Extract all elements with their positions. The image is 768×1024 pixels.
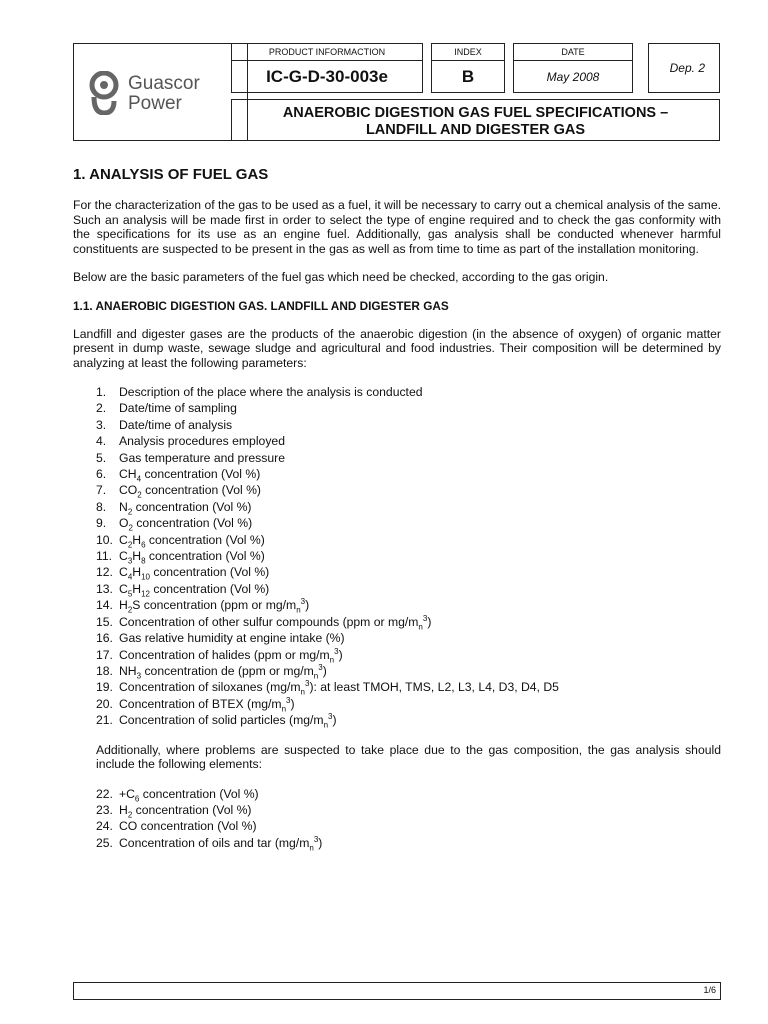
list-item-text: Concentration of siloxanes (mg/m: [119, 680, 301, 695]
list-item: [73, 597, 721, 613]
list-item-text: CH: [119, 467, 137, 482]
logo-box: [73, 43, 248, 141]
list-item-number: 24.: [96, 819, 113, 834]
list-item-text: 6: [134, 793, 140, 803]
list-item-number: 14.: [96, 598, 113, 613]
list-item-text: H: [132, 532, 142, 547]
list-item-number: 12.: [96, 565, 113, 580]
list-item-text: Date/time of analysis: [119, 417, 233, 432]
list-item-text: O: [119, 516, 129, 531]
list-item-text: concentration (Vol %): [149, 565, 270, 580]
list-item-text: C: [119, 532, 128, 547]
date-value: May 2008: [546, 70, 600, 84]
list-item-number: 11.: [96, 549, 113, 564]
company-logo: [88, 69, 233, 121]
list-item-text: 3: [422, 613, 428, 623]
document-title: [232, 105, 719, 139]
list-item: [73, 647, 721, 663]
list-item-number: 3.: [96, 417, 107, 432]
list-item-text: 5: [127, 589, 133, 599]
list-item-text: n: [281, 704, 287, 714]
list-item-text: concentration (Vol %): [149, 581, 270, 596]
list-item: [73, 482, 721, 498]
list-item-text: 3: [318, 662, 323, 672]
list-item: [73, 835, 721, 851]
list-item-text: 8: [141, 556, 146, 566]
section-heading: 1. ANALYSIS OF FUEL GAS: [73, 166, 269, 183]
list-item-number: 1.: [96, 385, 107, 399]
list-item-number: 2.: [96, 401, 107, 416]
list-item-text: Concentration of halides (ppm or mg/m: [119, 647, 330, 662]
list-item: [73, 548, 721, 564]
list-item-text: n: [329, 654, 335, 664]
list-item-number: 20.: [96, 696, 113, 711]
list-item: [73, 515, 721, 531]
paragraph: Landfill and digester gases are the products of the anaerobic digestion (in the absence of oxygen) of organic matter present in dump waste, sewage sludge and agricultural and food industries. Their composition will be determined by analyzing at least the following parameters:: [73, 326, 721, 370]
list-item-text: 2: [127, 540, 133, 550]
list-item-text: S concentration (ppm or mg/m: [132, 598, 297, 613]
list-item-text: n: [300, 687, 305, 697]
list-item-text: CO: [119, 483, 138, 498]
divider: [432, 60, 504, 61]
list-item-number: 21.: [96, 713, 113, 728]
department-value: Dep. 2: [669, 61, 705, 75]
list-item-number: 6.: [96, 467, 107, 482]
list-item: [73, 663, 721, 679]
product-info-label: PRODUCT INFORMACTION: [268, 47, 386, 57]
list-item-text: concentration (Vol %): [132, 802, 252, 817]
list-item-text: H: [119, 598, 128, 613]
list-item: [73, 802, 721, 818]
list-item-text: concentration (Vol %): [132, 499, 252, 514]
list-item: [73, 384, 721, 400]
list-item-text: 3: [305, 679, 310, 689]
list-item-text: ): [332, 713, 337, 728]
list-item-text: H: [132, 549, 142, 564]
list-item: [73, 564, 721, 580]
list-item-text: n: [296, 605, 301, 615]
product-code: IC-G-D-30-003e: [266, 67, 388, 86]
list-item-text: n: [313, 671, 319, 681]
list-item-number: 13.: [96, 581, 113, 596]
list-item: [73, 532, 721, 548]
list-item-text: C: [119, 565, 128, 580]
list-item-text: 12: [141, 589, 150, 599]
list-item-number: 5.: [96, 450, 107, 465]
list-item-text: 2: [127, 810, 133, 820]
paragraph: Below are the basic parameters of the fuel gas which need be checked, according to the gas origin.: [73, 270, 609, 284]
list-item-text: 3: [286, 695, 291, 705]
list-item-text: H: [132, 565, 142, 580]
list-item-text: Analysis procedures employed: [119, 434, 285, 449]
list-item-text: H: [132, 581, 142, 596]
list-item: [73, 417, 721, 433]
page-number: 1/6: [703, 985, 716, 995]
list-item-number: 16.: [96, 631, 113, 646]
list-item: [73, 499, 721, 515]
subsection-heading: 1.1. ANAEROBIC DIGESTION GAS. LANDFILL AND DIGESTER GAS: [73, 298, 449, 313]
list-item-text: 3: [127, 556, 133, 566]
divider: [232, 60, 422, 61]
document-body: [73, 160, 721, 851]
list-item-number: 8.: [96, 499, 107, 514]
department-cell: [648, 43, 720, 93]
list-item-text: Gas temperature and pressure: [119, 450, 285, 465]
list-item-text: concentration (Vol %): [132, 516, 253, 531]
list-item-text: 4: [127, 572, 133, 582]
list-item-text: C: [119, 549, 128, 564]
paragraph: For the characterization of the gas to be used as a fuel, it will be necessary to carry out a chemical analysis of the same. Such an analysis will be made first in order to select the type of engine required and to check the gas conformity with the specifications for its use as an engine fuel. Additionally, gas analysis shall be conducted whenever harmful constituents are suspected to be present in the gas as well as from time to time as part of the installation monitoring.: [73, 198, 721, 256]
list-item-text: n: [418, 622, 423, 632]
logo-mark-icon: [88, 71, 120, 115]
list-item-number: 17.: [96, 647, 113, 662]
list-item-text: 3: [300, 597, 306, 607]
document-title-line2: LANDFILL AND DIGESTER GAS: [365, 122, 586, 138]
list-item-text: H: [119, 802, 128, 817]
list-item-number: 18.: [96, 663, 113, 678]
list-item-number: 10.: [96, 532, 113, 547]
list-item: [73, 466, 721, 482]
list-item: [73, 433, 721, 449]
list-item-text: concentration de (ppm or mg/m: [141, 663, 314, 678]
list-item-number: 22.: [96, 786, 113, 801]
parameter-list: [73, 384, 721, 729]
list-item: [73, 712, 721, 728]
list-item-text: ): [338, 647, 343, 662]
list-item: [73, 400, 721, 416]
additional-parameter-list: [73, 786, 721, 852]
list-item-text: NH: [119, 663, 137, 678]
list-item-text: +C: [119, 786, 135, 801]
list-item-text: 2: [127, 507, 133, 517]
list-item-text: concentration (Vol %): [141, 483, 261, 498]
list-item-text: 6: [141, 540, 146, 550]
list-item-text: ): at least TMOH, TMS, L2, L3, L4, D3, D4, D5: [309, 680, 559, 695]
list-item-text: Description of the place where the analysis is conducted: [119, 385, 423, 399]
list-item-text: Concentration of solid particles (mg/m: [119, 713, 324, 728]
list-item-number: 19.: [96, 680, 113, 695]
list-item-text: 4: [136, 474, 142, 484]
document-title-box: [231, 99, 720, 141]
document-title-line1: ANAEROBIC DIGESTION GAS FUEL SPECIFICATIONS –: [282, 105, 669, 121]
list-item-text: 3: [136, 671, 142, 681]
list-item-text: 2: [128, 523, 133, 533]
logo-text-line2: Power: [128, 93, 182, 114]
list-item-text: ): [290, 696, 295, 711]
list-item-text: ): [427, 614, 432, 629]
date-label: DATE: [561, 47, 585, 57]
list-item: [73, 630, 721, 646]
list-item-text: concentration (Vol %): [139, 786, 259, 801]
list-item-number: 7.: [96, 483, 107, 498]
list-item-text: ): [305, 598, 310, 613]
list-item-number: 9.: [96, 516, 107, 531]
list-item-text: Gas relative humidity at engine intake (%): [119, 631, 345, 646]
list-item-text: 2: [137, 490, 142, 500]
list-item-text: ): [318, 835, 323, 850]
list-item: [73, 818, 721, 834]
logo-text-line1: Guascor: [128, 73, 200, 94]
list-item-text: 3: [334, 646, 339, 656]
index-label: INDEX: [454, 47, 482, 57]
list-item-text: concentration (Vol %): [145, 549, 265, 564]
list-item-text: N: [119, 499, 128, 514]
list-item-number: 25.: [96, 835, 113, 850]
list-item-text: n: [323, 720, 329, 730]
list-item-text: 3: [313, 834, 319, 844]
list-item-text: n: [309, 843, 314, 853]
list-item-text: Date/time of sampling: [119, 401, 237, 416]
date-cell: [513, 43, 633, 93]
list-item-number: 4.: [96, 434, 107, 449]
list-item-text: concentration (Vol %): [141, 467, 261, 482]
list-item: [73, 786, 721, 802]
list-item: [73, 450, 721, 466]
list-item-text: Concentration of other sulfur compounds (ppm or mg/m: [119, 614, 419, 629]
list-item-text: 2: [127, 605, 133, 615]
list-item-text: CO concentration (Vol %): [119, 819, 257, 834]
list-item-text: 3: [328, 712, 333, 722]
list-item-number: 15.: [96, 614, 113, 629]
list-item: [73, 614, 721, 630]
list-item: [73, 679, 721, 695]
list-item-text: concentration (Vol %): [145, 532, 265, 547]
list-item-number: 23.: [96, 802, 113, 817]
index-value: B: [461, 67, 475, 86]
list-item-text: Concentration of BTEX (mg/m: [119, 696, 282, 711]
divider: [514, 60, 632, 61]
product-info-cell: [231, 43, 423, 93]
list-item: [73, 581, 721, 597]
page-footer: [73, 982, 721, 1000]
list-item-text: 10: [141, 572, 150, 582]
index-cell: [431, 43, 505, 93]
list-item: [73, 696, 721, 712]
list-item-text: C: [119, 581, 128, 596]
list-item-text: Concentration of oils and tar (mg/m: [119, 835, 310, 850]
paragraph: Additionally, where problems are suspected to take place due to the gas composition, the gas analysis should include the following elements:: [96, 742, 721, 772]
list-item-text: ): [322, 663, 327, 678]
